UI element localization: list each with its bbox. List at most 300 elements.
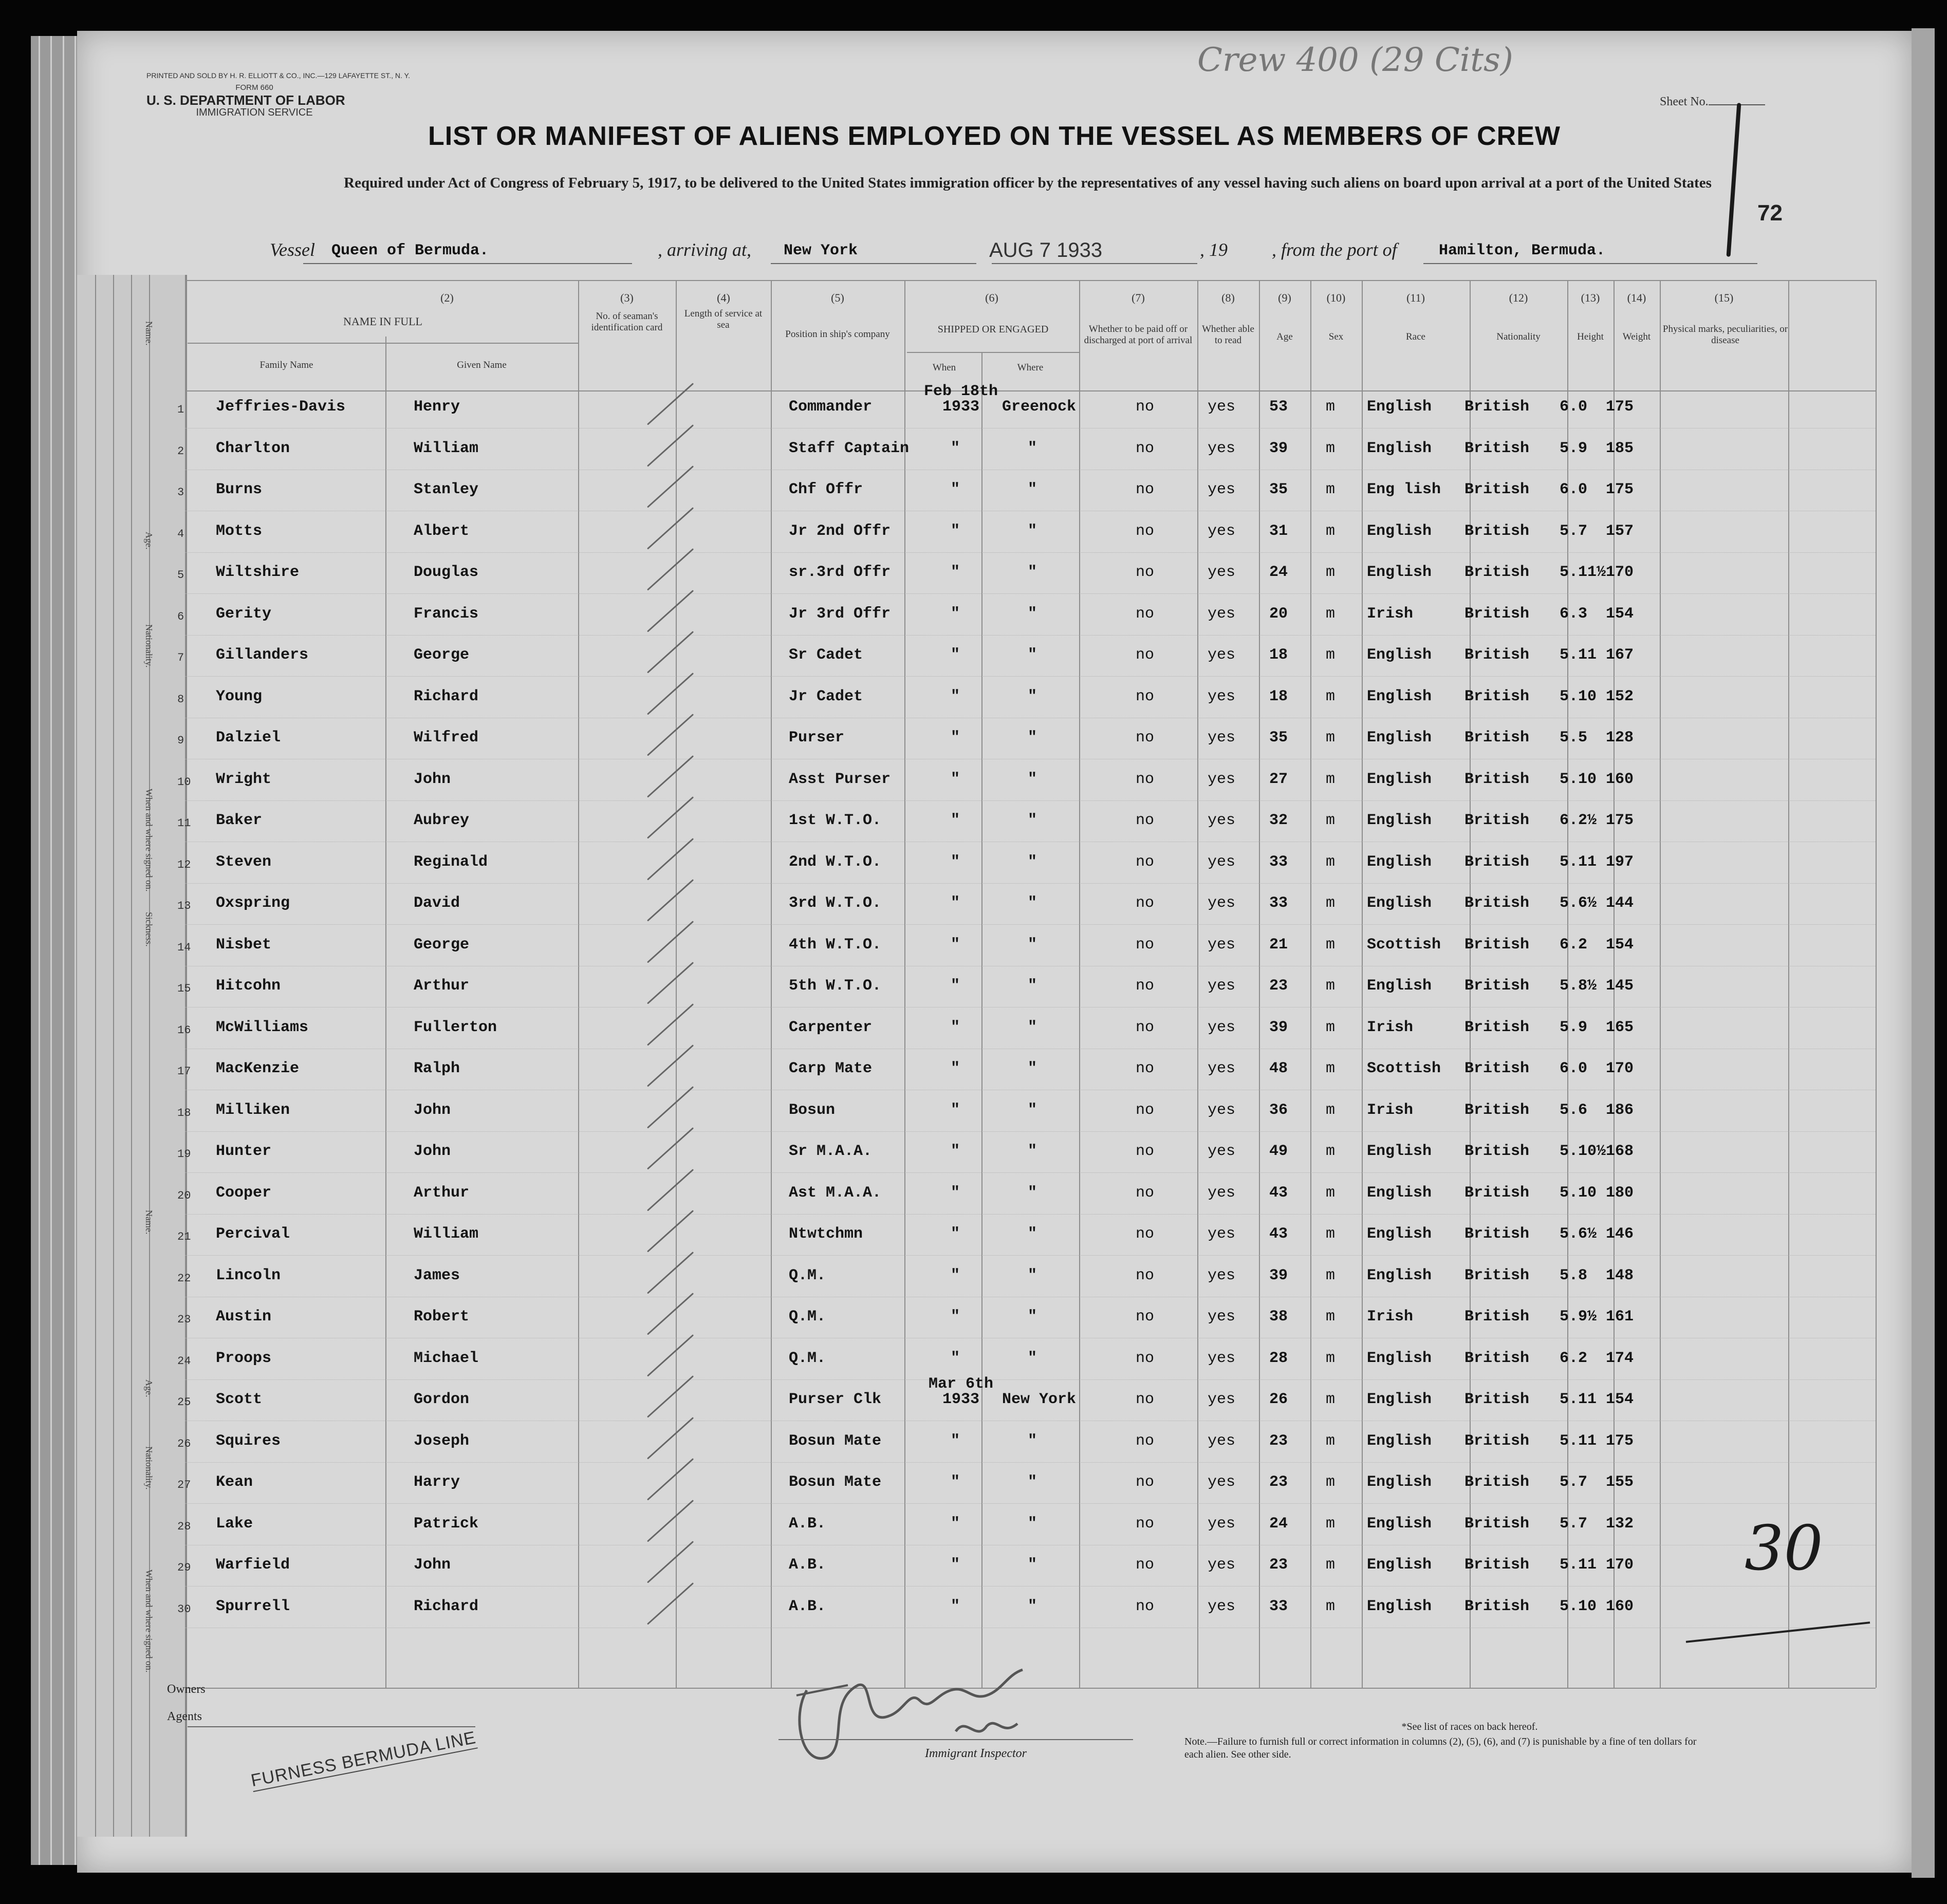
column-number: (14) [1627, 291, 1646, 304]
manifest-shipped-when: " [951, 687, 960, 705]
manifest-weight: 128 [1606, 729, 1634, 746]
manifest-height: 5.7 [1560, 522, 1588, 540]
row-divider [185, 635, 1876, 636]
manifest-height: 6.3 [1560, 605, 1588, 623]
column-number: (6) [985, 291, 998, 304]
manifest-shipped-where: " [1028, 1432, 1037, 1450]
manifest-height: 6.2 [1560, 936, 1588, 954]
manifest-shipped-where: " [1028, 481, 1037, 498]
manifest-height: 6.0 [1560, 398, 1588, 416]
manifest-age: 23 [1269, 1473, 1288, 1491]
service-length-header: Length of service at sea [684, 308, 763, 330]
manifest-paid-off: no [1136, 1391, 1155, 1408]
from-label: , from the port of [1272, 239, 1397, 260]
manifest-position: Jr 3rd Offr [789, 605, 891, 623]
manifest-shipped-where: " [1028, 1597, 1037, 1615]
manifest-able-read: yes [1208, 1515, 1236, 1533]
manifest-weight: 145 [1606, 977, 1634, 995]
manifest-family-name: Dalziel [216, 729, 281, 746]
manifest-height: 5.11 [1560, 1556, 1597, 1574]
manifest-age: 21 [1269, 936, 1288, 954]
manifest-weight: 146 [1606, 1225, 1634, 1243]
manifest-age: 23 [1269, 1556, 1288, 1574]
given-name-header: Given Name [457, 360, 507, 370]
manifest-shipped-when: " [951, 605, 960, 623]
binding-label: Name. [144, 321, 154, 346]
manifest-shipped-when: " [951, 1018, 960, 1036]
manifest-position: Jr 2nd Offr [789, 522, 891, 540]
manifest-able-read: yes [1208, 1432, 1236, 1450]
manifest-table [77, 280, 1912, 1703]
manifest-nationality: British [1464, 1349, 1530, 1367]
column-number: (9) [1278, 291, 1291, 304]
manifest-weight: 175 [1606, 481, 1634, 498]
manifest-paid-off: no [1136, 564, 1155, 581]
row-number: 5 [177, 569, 184, 582]
manifest-weight: 144 [1606, 894, 1634, 912]
manifest-given-name: John [414, 1101, 451, 1119]
row-divider [185, 1462, 1876, 1463]
manifest-shipped-when: Feb 18th 1933 [923, 383, 998, 416]
manifest-given-name: William [414, 439, 479, 457]
manifest-paid-off: no [1136, 1349, 1155, 1367]
manifest-family-name: McWilliams [216, 1018, 309, 1036]
row-divider [185, 552, 1876, 553]
vessel-label: Vessel [270, 239, 315, 260]
manifest-sex: m [1326, 729, 1336, 746]
manifest-family-name: Burns [216, 481, 263, 498]
manifest-paid-off: no [1136, 1432, 1155, 1450]
manifest-given-name: Robert [414, 1308, 470, 1326]
manifest-able-read: yes [1208, 1556, 1236, 1574]
manifest-family-name: Young [216, 687, 263, 705]
manifest-height: 6.2½ [1560, 812, 1597, 829]
manifest-nationality: British [1464, 687, 1530, 705]
manifest-height: 5.8 [1560, 1266, 1588, 1284]
manifest-sex: m [1326, 812, 1336, 829]
manifest-family-name: Cooper [216, 1184, 272, 1202]
manifest-shipped-where: " [1028, 1101, 1037, 1119]
form-number: FORM 660 [235, 83, 273, 92]
row-number: 11 [177, 817, 191, 830]
manifest-family-name: Milliken [216, 1101, 290, 1119]
manifest-given-name: Harry [414, 1473, 460, 1491]
manifest-sex: m [1326, 1308, 1336, 1326]
manifest-family-name: Baker [216, 812, 263, 829]
manifest-shipped-when: " [951, 1266, 960, 1284]
manifest-able-read: yes [1208, 1349, 1236, 1367]
manifest-age: 33 [1269, 894, 1288, 912]
manifest-shipped-where: " [1028, 646, 1037, 664]
manifest-nationality: British [1464, 481, 1530, 498]
manifest-shipped-when: " [951, 1143, 960, 1160]
manifest-weight: 165 [1606, 1018, 1634, 1036]
manifest-position: 2nd W.T.O. [789, 853, 882, 871]
manifest-family-name: Lincoln [216, 1266, 281, 1284]
manifest-shipped-where: " [1028, 936, 1037, 954]
manifest-shipped-when: " [951, 1308, 960, 1326]
id-card-header: No. of seaman's identification card [591, 311, 663, 333]
manifest-height: 5.11 [1560, 853, 1597, 871]
manifest-paid-off: no [1136, 894, 1155, 912]
manifest-age: 39 [1269, 1266, 1288, 1284]
manifest-sex: m [1326, 853, 1336, 871]
manifest-weight: 186 [1606, 1101, 1634, 1119]
manifest-weight: 154 [1606, 1391, 1634, 1408]
handwritten-total: 30 [1745, 1513, 1823, 1584]
penalty-note: Note.—Failure to furnish full or correct information in columns (2), (5), (6), and (7) is punishable by a fine of ten dollars for each alien. See other side. [1184, 1736, 1697, 1760]
column-number: (2) [440, 291, 454, 304]
column-number: (15) [1714, 291, 1734, 304]
manifest-able-read: yes [1208, 1225, 1236, 1243]
manifest-race: Irish [1367, 605, 1414, 623]
agents-label: Agents [167, 1710, 202, 1723]
manifest-position: Ast M.A.A. [789, 1184, 882, 1202]
manifest-position: A.B. [789, 1597, 826, 1615]
height-header: Height [1577, 331, 1604, 342]
manifest-family-name: Steven [216, 853, 272, 871]
manifest-age: 33 [1269, 853, 1288, 871]
manifest-height: 5.11 [1560, 646, 1597, 664]
manifest-position: Ntwtchmn [789, 1225, 863, 1243]
manifest-family-name: Spurrell [216, 1597, 290, 1615]
manifest-height: 5.9½ [1560, 1308, 1597, 1326]
manifest-given-name: Joseph [414, 1432, 470, 1450]
inspector-signature-line [778, 1739, 1133, 1740]
manifest-paid-off: no [1136, 812, 1155, 829]
manifest-shipped-when: " [951, 1101, 960, 1119]
manifest-paid-off: no [1136, 522, 1155, 540]
manifest-paid-off: no [1136, 1184, 1155, 1202]
manifest-nationality: British [1464, 1473, 1530, 1491]
position-header: Position in ship's company [785, 329, 890, 340]
manifest-weight: 175 [1606, 812, 1634, 829]
manifest-shipped-when: " [951, 481, 960, 498]
manifest-given-name: Francis [414, 605, 479, 623]
manifest-shipped-where: " [1028, 1473, 1037, 1491]
manifest-age: 43 [1269, 1225, 1288, 1243]
manifest-nationality: British [1464, 1308, 1530, 1326]
manifest-height: 6.0 [1560, 1060, 1588, 1077]
row-divider [185, 1131, 1876, 1132]
row-divider [185, 1172, 1876, 1173]
manifest-sex: m [1326, 1597, 1336, 1615]
arriving-port: New York [784, 242, 858, 259]
manifest-race: English [1367, 1473, 1432, 1491]
manifest-position: Chf Offr [789, 481, 863, 498]
age-header: Age [1276, 331, 1293, 342]
row-number: 3 [177, 486, 184, 499]
manifest-weight: 157 [1606, 522, 1634, 540]
manifest-position: 4th W.T.O. [789, 936, 882, 954]
year-label: , 19 [1200, 239, 1228, 260]
manifest-shipped-when: " [951, 1225, 960, 1243]
manifest-shipped-when: " [951, 1515, 960, 1533]
row-number: 24 [177, 1354, 191, 1368]
manifest-position: A.B. [789, 1556, 826, 1574]
manifest-shipped-where: " [1028, 1018, 1037, 1036]
manifest-paid-off: no [1136, 605, 1155, 623]
manifest-position: Q.M. [789, 1266, 826, 1284]
row-number: 4 [177, 527, 184, 540]
manifest-given-name: David [414, 894, 460, 912]
manifest-race: English [1367, 522, 1432, 540]
manifest-given-name: Arthur [414, 1184, 470, 1202]
manifest-age: 38 [1269, 1308, 1288, 1326]
manifest-age: 43 [1269, 1184, 1288, 1202]
where-header: Where [1017, 362, 1044, 373]
manifest-paid-off: no [1136, 1515, 1155, 1533]
manifest-age: 23 [1269, 1432, 1288, 1450]
row-divider [185, 883, 1876, 884]
manifest-paid-off: no [1136, 1473, 1155, 1491]
manifest-race: English [1367, 977, 1432, 995]
manifest-position: Carp Mate [789, 1060, 873, 1077]
manifest-height: 5.6 [1560, 1101, 1588, 1119]
manifest-family-name: Lake [216, 1515, 253, 1533]
manifest-nationality: British [1464, 605, 1530, 623]
manifest-given-name: Richard [414, 1597, 479, 1615]
manifest-race: English [1367, 1556, 1432, 1574]
manifest-height: 5.8½ [1560, 977, 1597, 995]
manifest-height: 5.5 [1560, 729, 1588, 746]
manifest-family-name: Hitcohn [216, 977, 281, 995]
manifest-shipped-when: " [951, 564, 960, 581]
manifest-shipped-where: " [1028, 853, 1037, 871]
row-divider [185, 1255, 1876, 1256]
row-number: 10 [177, 775, 191, 789]
manifest-sex: m [1326, 1018, 1336, 1036]
manifest-sex: m [1326, 646, 1336, 664]
manifest-nationality: British [1464, 398, 1530, 416]
manifest-able-read: yes [1208, 646, 1236, 664]
manifest-shipped-where: " [1028, 1184, 1037, 1202]
manifest-given-name: Ralph [414, 1060, 460, 1077]
manifest-able-read: yes [1208, 522, 1236, 540]
manifest-shipped-where: " [1028, 1556, 1037, 1574]
binding-label: Nationality. [144, 1446, 154, 1490]
manifest-sex: m [1326, 1349, 1336, 1367]
manifest-sex: m [1326, 1515, 1336, 1533]
row-divider [185, 1379, 1876, 1380]
manifest-sex: m [1326, 894, 1336, 912]
sheet-label: Sheet No. [1660, 95, 1709, 108]
manifest-race: English [1367, 1391, 1432, 1408]
manifest-age: 26 [1269, 1391, 1288, 1408]
manifest-given-name: James [414, 1266, 460, 1284]
page-stack-edge-right [1912, 28, 1935, 1878]
manifest-age: 35 [1269, 481, 1288, 498]
manifest-weight: 197 [1606, 853, 1634, 871]
manifest-race: English [1367, 1349, 1432, 1367]
manifest-given-name: Richard [414, 687, 479, 705]
manifest-family-name: Oxspring [216, 894, 290, 912]
manifest-family-name: Kean [216, 1473, 253, 1491]
binding-label: Sickness. [144, 912, 154, 947]
manifest-shipped-where: " [1028, 729, 1037, 746]
manifest-able-read: yes [1208, 398, 1236, 416]
manifest-family-name: Warfield [216, 1556, 290, 1574]
manifest-shipped-when: " [951, 1556, 960, 1574]
manifest-race: English [1367, 1225, 1432, 1243]
manifest-nationality: British [1464, 812, 1530, 829]
manifest-shipped-where: " [1028, 1308, 1037, 1326]
manifest-nationality: British [1464, 646, 1530, 664]
binding-label: Age. [144, 532, 154, 550]
manifest-race: English [1367, 564, 1432, 581]
date-stamp: AUG 7 1933 [989, 239, 1103, 262]
manifest-sex: m [1326, 398, 1336, 416]
arriving-label: , arriving at, [658, 239, 752, 260]
manifest-race: English [1367, 729, 1432, 746]
manifest-sex: m [1326, 522, 1336, 540]
document-subtitle: Required under Act of Congress of February 5, 1917, to be delivered to the United States immigration officer by the representatives of any vessel having such aliens on board upon arrival at a port of the United States [344, 175, 1712, 191]
weight-header: Weight [1622, 331, 1651, 342]
column-number: (13) [1581, 291, 1600, 304]
manifest-shipped-when: " [951, 853, 960, 871]
column-number: (11) [1406, 291, 1425, 304]
manifest-nationality: British [1464, 522, 1530, 540]
company-stamp: FURNESS BERMUDA LINE [249, 1728, 478, 1792]
manifest-sex: m [1326, 1101, 1336, 1119]
manifest-position: 1st W.T.O. [789, 812, 882, 829]
manifest-position: Staff Captain [789, 439, 910, 457]
manifest-sex: m [1326, 770, 1336, 788]
manifest-family-name: Wiltshire [216, 564, 300, 581]
when-header: When [932, 362, 956, 373]
manifest-shipped-where: " [1028, 522, 1037, 540]
family-name-header: Family Name [259, 360, 313, 370]
shipped-header: SHIPPED OR ENGAGED [937, 324, 1049, 335]
manifest-weight: 174 [1606, 1349, 1634, 1367]
manifest-height: 6.0 [1560, 481, 1588, 498]
manifest-weight: 148 [1606, 1266, 1634, 1284]
manifest-family-name: Motts [216, 522, 263, 540]
manifest-shipped-when: " [951, 1597, 960, 1615]
row-number: 20 [177, 1189, 191, 1202]
manifest-height: 5.9 [1560, 439, 1588, 457]
manifest-shipped-where: " [1028, 1349, 1037, 1367]
manifest-sex: m [1326, 1184, 1336, 1202]
manifest-nationality: British [1464, 1597, 1530, 1615]
manifest-nationality: British [1464, 936, 1530, 954]
manifest-shipped-when: " [951, 812, 960, 829]
manifest-nationality: British [1464, 1432, 1530, 1450]
manifest-shipped-where: " [1028, 687, 1037, 705]
manifest-weight: 152 [1606, 687, 1634, 705]
manifest-position: Sr M.A.A. [789, 1143, 873, 1160]
manifest-weight: 170 [1606, 1556, 1634, 1574]
manifest-nationality: British [1464, 894, 1530, 912]
manifest-shipped-where: " [1028, 977, 1037, 995]
manifest-shipped-where: " [1028, 605, 1037, 623]
manifest-age: 18 [1269, 687, 1288, 705]
manifest-family-name: Squires [216, 1432, 281, 1450]
manifest-paid-off: no [1136, 646, 1155, 664]
column-number: (12) [1509, 291, 1528, 304]
column-number: (5) [831, 291, 844, 304]
sex-header: Sex [1328, 331, 1344, 342]
manifest-weight: 180 [1606, 1184, 1634, 1202]
manifest-shipped-when: " [951, 729, 960, 746]
manifest-shipped-when: " [951, 770, 960, 788]
manifest-weight: 160 [1606, 770, 1634, 788]
manifest-height: 5.11½ [1560, 564, 1606, 581]
manifest-height: 5.11 [1560, 1391, 1597, 1408]
manifest-paid-off: no [1136, 1225, 1155, 1243]
department-name: U. S. DEPARTMENT OF LABOR [146, 92, 345, 108]
row-number: 16 [177, 1023, 191, 1037]
manifest-height: 5.6½ [1560, 1225, 1597, 1243]
row-number: 29 [177, 1561, 191, 1574]
page-stack-edge [31, 36, 80, 1865]
manifest-paid-off: no [1136, 398, 1155, 416]
manifest-given-name: John [414, 1556, 451, 1574]
row-number: 25 [177, 1396, 191, 1409]
manifest-family-name: Scott [216, 1391, 263, 1408]
form-header-block [146, 69, 410, 119]
manifest-nationality: British [1464, 1556, 1530, 1574]
manifest-able-read: yes [1208, 1391, 1236, 1408]
manifest-given-name: William [414, 1225, 479, 1243]
column-number: (8) [1221, 291, 1235, 304]
manifest-able-read: yes [1208, 1143, 1236, 1160]
manifest-given-name: Aubrey [414, 812, 470, 829]
row-number: 17 [177, 1065, 191, 1078]
manifest-nationality: British [1464, 977, 1530, 995]
manifest-nationality: British [1464, 1225, 1530, 1243]
manifest-family-name: Gerity [216, 605, 272, 623]
manifest-height: 5.7 [1560, 1515, 1588, 1533]
manifest-shipped-where: " [1028, 770, 1037, 788]
manifest-height: 5.6½ [1560, 894, 1597, 912]
manifest-age: 35 [1269, 729, 1288, 746]
manifest-given-name: Michael [414, 1349, 479, 1367]
manifest-height: 5.7 [1560, 1473, 1588, 1491]
manifest-family-name: Charlton [216, 439, 290, 457]
manifest-position: Bosun Mate [789, 1432, 882, 1450]
row-number: 2 [177, 444, 184, 458]
manifest-sex: m [1326, 1473, 1336, 1491]
manifest-able-read: yes [1208, 936, 1236, 954]
row-number: 7 [177, 651, 184, 664]
manifest-shipped-when: " [951, 1432, 960, 1450]
manifest-sex: m [1326, 564, 1336, 581]
manifest-paid-off: no [1136, 1597, 1155, 1615]
manifest-height: 5.10 [1560, 1184, 1597, 1202]
manifest-sex: m [1326, 1266, 1336, 1284]
manifest-given-name: Reginald [414, 853, 488, 871]
manifest-nationality: British [1464, 1018, 1530, 1036]
owners-label: Owners [167, 1683, 206, 1696]
manifest-family-name: Percival [216, 1225, 290, 1243]
manifest-height: 6.2 [1560, 1349, 1588, 1367]
manifest-race: Irish [1367, 1101, 1414, 1119]
manifest-able-read: yes [1208, 977, 1236, 995]
manifest-paid-off: no [1136, 439, 1155, 457]
page-number: 72 [1757, 200, 1783, 226]
manifest-able-read: yes [1208, 770, 1236, 788]
row-number: 26 [177, 1437, 191, 1450]
manifest-race: Eng lish [1367, 481, 1441, 498]
manifest-able-read: yes [1208, 853, 1236, 871]
manifest-age: 24 [1269, 564, 1288, 581]
manifest-shipped-where: Greenock [1002, 398, 1077, 416]
manifest-sex: m [1326, 1556, 1336, 1574]
row-number: 14 [177, 941, 191, 954]
manifest-shipped-where: " [1028, 1515, 1037, 1533]
manifest-race: English [1367, 1432, 1432, 1450]
